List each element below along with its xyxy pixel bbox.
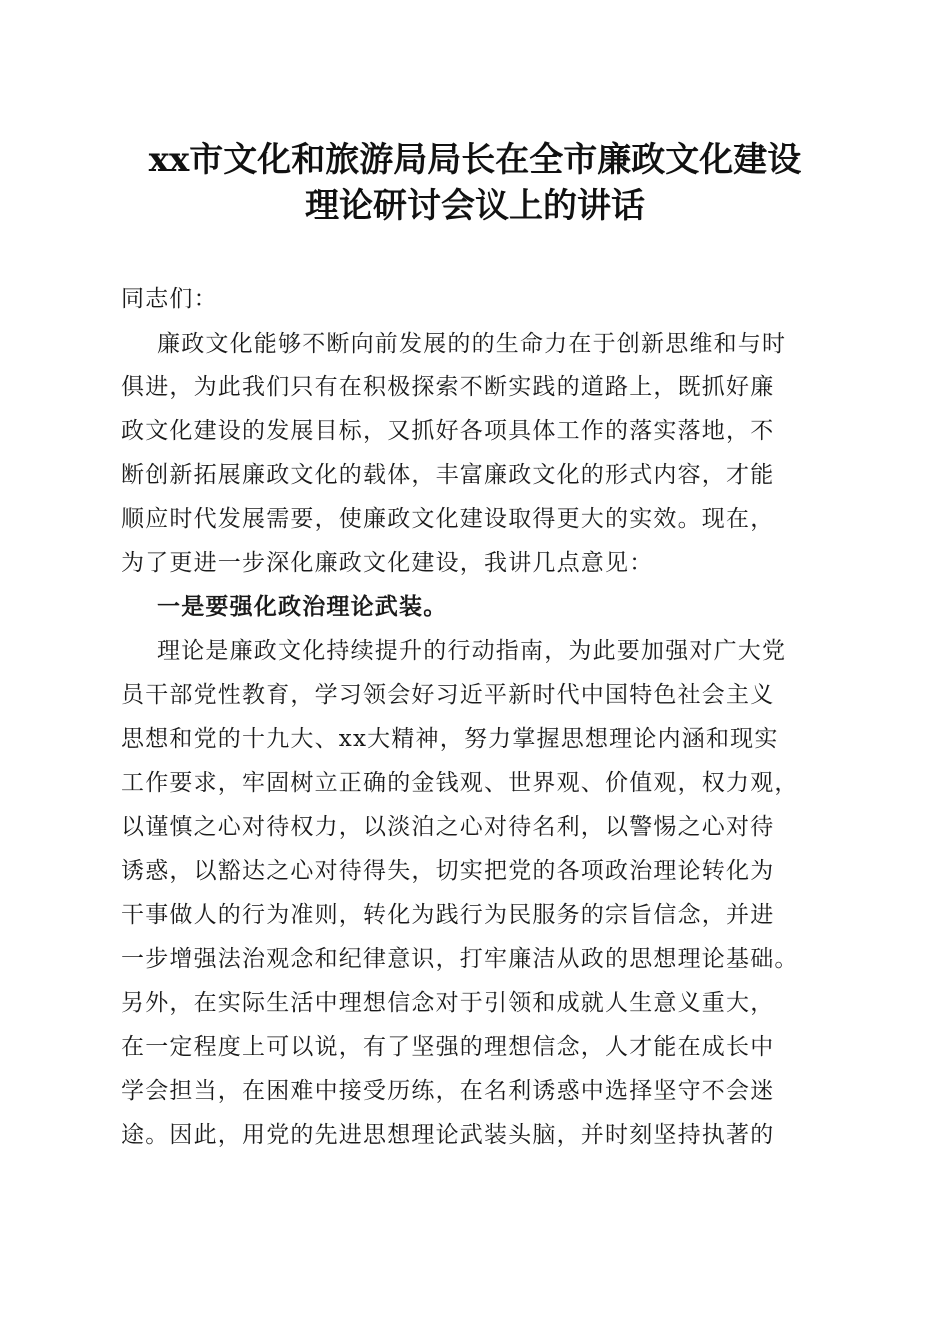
salutation: 同志们： (121, 286, 218, 312)
paragraph-1-line-2: 俱进，为此我们只有在积极探索不断实践的道路上，既抓好廉 (121, 374, 775, 400)
document-title-line-1: xx市文化和旅游局局长在全市廉政文化建设 (148, 140, 802, 180)
section-heading-1: 一是要强化政治理论武装。 (157, 593, 448, 620)
paragraph-1-line-1: 廉政文化能够不断向前发展的的生命力在于创新思维和与时 (157, 331, 787, 357)
paragraph-2-line-12: 途。因此，用党的先进思想理论武装头脑，并时刻坚持执著的 (121, 1122, 775, 1148)
paragraph-2-line-8: 一步增强法治观念和纪律意识，打牢廉洁从政的思想理论基础。 (121, 946, 799, 972)
paragraph-2-line-4: 工作要求，牢固树立正确的金钱观、世界观、价值观，权力观， (121, 770, 799, 796)
paragraph-2-line-7: 干事做人的行为准则，转化为践行为民服务的宗旨信念，并进 (121, 902, 775, 928)
paragraph-2-line-1: 理论是廉政文化持续提升的行动指南，为此要加强对广大党 (157, 638, 787, 664)
paragraph-2-line-5: 以谨慎之心对待权力，以淡泊之心对待名利，以警惕之心对待 (121, 814, 775, 840)
paragraph-2-line-11: 学会担当，在困难中接受历练，在名利诱惑中选择坚守不会迷 (121, 1078, 775, 1104)
document-title-line-2: 理论研讨会议上的讲话 (305, 186, 645, 226)
paragraph-1-line-6: 为了更进一步深化廉政文化建设，我讲几点意见： (121, 550, 654, 576)
paragraph-2-line-2: 员干部党性教育，学习领会好习近平新时代中国特色社会主义 (121, 682, 775, 708)
paragraph-1-line-3: 政文化建设的发展目标，又抓好各项具体工作的落实落地，不 (121, 418, 775, 444)
paragraph-2-line-10: 在一定程度上可以说，有了坚强的理想信念，人才能在成长中 (121, 1034, 775, 1060)
paragraph-2-line-3: 思想和党的十九大、xx大精神，努力掌握思想理论内涵和现实 (121, 726, 779, 752)
paragraph-2-line-6: 诱惑，以豁达之心对待得失，切实把党的各项政治理论转化为 (121, 858, 775, 884)
paragraph-1-line-5: 顺应时代发展需要，使廉政文化建设取得更大的实效。现在， (121, 506, 775, 532)
paragraph-2-line-9: 另外，在实际生活中理想信念对于引领和成就人生意义重大， (121, 990, 775, 1016)
paragraph-1-line-4: 断创新拓展廉政文化的载体，丰富廉政文化的形式内容，才能 (121, 462, 775, 488)
